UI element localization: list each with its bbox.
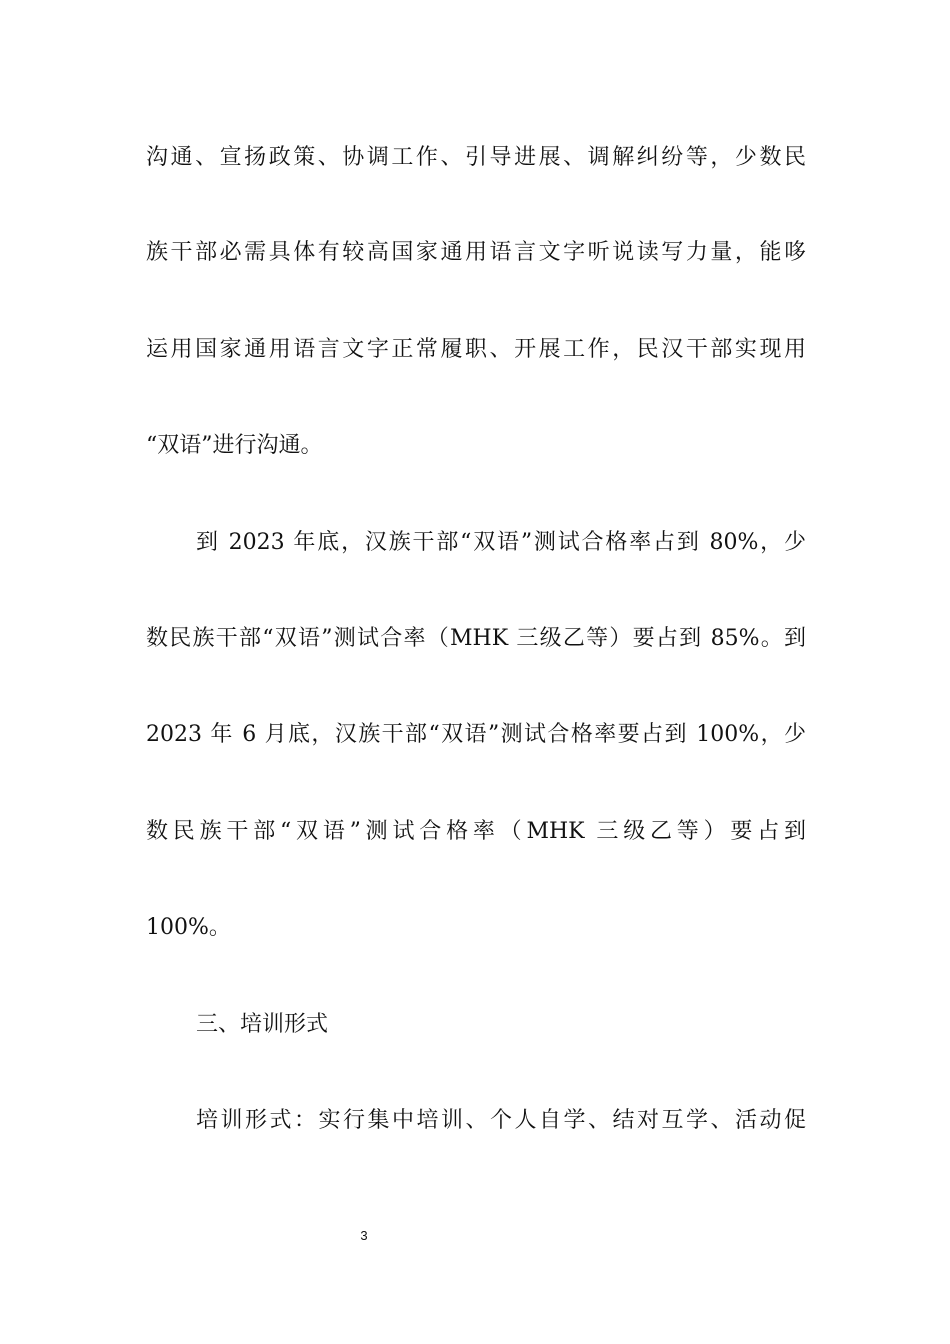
page-number: 3 <box>360 1228 368 1243</box>
paragraph-line: 族干部必需具体有较高国家通用语言文字听说读写力量，能哆 <box>146 240 806 265</box>
paragraph-line: 培训形式：实行集中培训、个人自学、结对互学、活动促 <box>196 1108 806 1133</box>
paragraph-line: 100%。 <box>146 915 231 940</box>
paragraph-line: 2023 年 6 月底，汉族干部“双语”测试合格率要占到 100%，少 <box>146 722 806 747</box>
paragraph-line: 数民族干部“双语”测试合格率（MHK 三级乙等）要占到 <box>146 819 806 844</box>
paragraph-line: 数民族干部“双语”测试合率（MHK 三级乙等）要占到 85%。到 <box>146 626 806 651</box>
section-heading: 三、培训形式 <box>196 1012 329 1037</box>
paragraph-line: 运用国家通用语言文字正常履职、开展工作，民汉干部实现用 <box>146 337 806 362</box>
paragraph-line: “双语”进行沟通。 <box>146 433 323 458</box>
paragraph-line: 到 2023 年底，汉族干部“双语”测试合格率占到 80%，少 <box>196 530 806 555</box>
paragraph-line: 沟通、宣扬政策、协调工作、引导进展、调解纠纷等，少数民 <box>146 145 806 170</box>
